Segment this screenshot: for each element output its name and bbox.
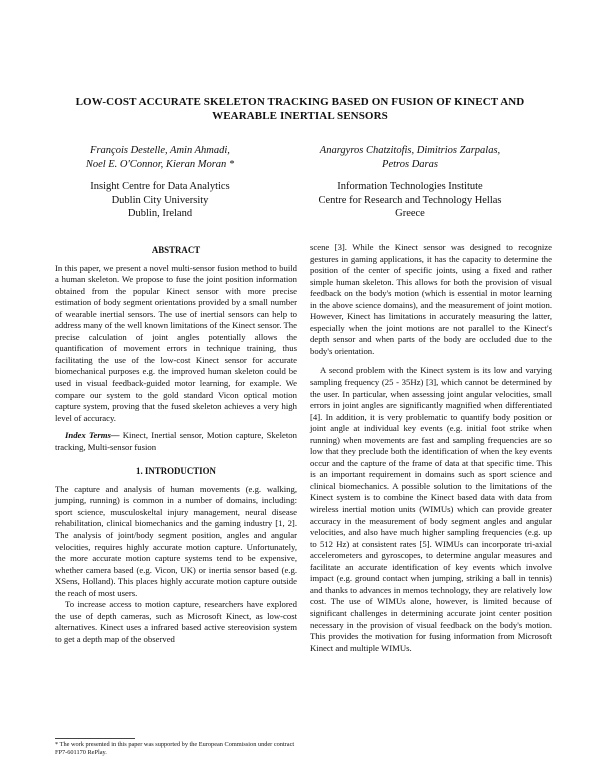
index-terms-label: Index Terms— — [65, 430, 120, 441]
right-paragraph-2: A second problem with the Kinect system is its low and varying sampling frequency (25 - 35Hz) [3], which cannot be determined by the user. In particular, when assessing joint angular velocities, small errors in joint angles are significantly magnified when differentiated [4]. In addition, it is very problematic to quantify body position or joint angle at individual key events (e.g. initial foot strike when running) when movements are fast and sampling frequencies are so low that they preclude both the identification of when the key events occur and the capture of the frame of data at that specific time. This is an important requirement in domains such as sport science and clinical biomechanics. A possible solution to the limitations of the Kinect system is to combine the Kinect based data with data from wireless inertial motion units (WIMUs) which can provide greater accuracy in the measurement of body segment angles and angular velocities, and also have much higher sampling frequencies (e.g. up to 512 Hz) at consistent rates [5]. WIMUs can incorporate tri-axial accelerometers and gyroscopes, to determine angular measures and facilitate an accurate identification of key events which involve impact (e.g. ground contact when jumping, striking a ball in tennis) and thanks to advances in memos technology, they are relatively low cost. The use of WIMUs alone, however, is limited because of significant challenges in determining accurate joint center position necessary in the provision of visual feedback on the body's motion. This provides the motivation for fusing information from Microsoft Kinect and multiple WIMUs. — [310, 365, 552, 653]
authors-right — [300, 144, 520, 172]
authors-left-line-1: François Destelle, Amin Ahmadi, — [90, 145, 230, 156]
affil-right-line-1: Information Technologies Institute — [337, 181, 483, 192]
authors-right-line-2: Petros Daras — [382, 159, 438, 170]
abstract-heading: ABSTRACT — [151, 245, 201, 255]
right-paragraph-1: scene [3]. While the Kinect sensor was designed to recognize gestures in gaming applications, it has the capacity to determine the position of the center of specific joints, using a fixed and rather simple human skeleton. This allows for both the provision of visual feedback on the body's motion (which is essential in motor learning in the above science domains), and the measurement of joint motion. However, Kinect has limitations in accurately measuring the latter, especially when the joint motions are not parallel to the Kinect's depth sensor and when parts of the body are occluded due to the body's orientation. — [310, 242, 552, 356]
intro-heading: 1. INTRODUCTION — [136, 466, 216, 477]
authors-right-line-1: Anargyros Chatzitofis, Dimitrios Zarpalas, — [319, 145, 501, 156]
abstract-text: In this paper, we present a novel multi-sensor fusion method to build a human skeleton. We propose to fuse the joint position information obtained from the popular Kinect sensor with more precise estimation of body segment orientations provided by a small number of wearable inertial sensors. The use of inertial sensors can help to address many of the well known limitations of the Kinect sensor. The precise calculation of joint angles potentially allows the quantification of movement errors in technique training, thus facilitating the use of the low-cost Kinect sensor for accurate biomechanical purposes e.g. the improved human skeleton could be used in visual feedback-guided motor learning, for example. We compare our system to the gold standard Vicon optical motion capture system, proving that the fused skeleton achieves a very high level of accuracy. — [55, 262, 297, 423]
affil-left-line-3: Dublin, Ireland — [127, 208, 193, 219]
left-column — [55, 245, 297, 646]
affiliation-right — [295, 180, 525, 221]
footnote-rule — [55, 738, 135, 739]
index-terms-text: Kinect, Inertial sensor, Motion capture, Skeleton tracking, Multi-sensor fusion — [55, 430, 297, 452]
intro-paragraph-1: The capture and analysis of human movements (e.g. walking, jumping, running) is common in a number of domains, including: sport science, musculoskeltal injury management, neural disease rehabilitation, clinical biomechanics and the gaming industry [1, 2]. The analysis of joint/body segment position, angles and angular velocities, requires highly accurate motion capture. Unfortunately, the more accurate motion capture systems tend to be expensive, whether camera based (e.g. Vicon, UK) or inertia sensor based (e.g. XSens, Holland). This places highly accurate motion capture outside the reach of most users. — [55, 483, 297, 598]
affil-right-line-2: Centre for Research and Technology Hellas — [318, 194, 502, 206]
right-column — [310, 242, 552, 654]
affil-left-line-1: Insight Centre for Data Analytics — [90, 181, 230, 192]
title-line-1: LOW-COST ACCURATE SKELETON TRACKING BASED ON FUSION OF KINECT AND — [75, 96, 525, 108]
authors-left-line-2: Noel E. O'Connor, Kieran Moran * — [85, 159, 235, 170]
paper-title — [40, 95, 560, 123]
index-terms — [55, 430, 297, 453]
affil-left-line-2: Dublin City University — [111, 194, 209, 206]
title-line-2: WEARABLE INERTIAL SENSORS — [212, 110, 388, 122]
intro-paragraph-2: To increase access to motion capture, researchers have explored the use of depth cameras, such as Microsoft Kinect, as low-cost alternatives. Kinect uses a infrared based active stereovision system to get a depth map of the observed — [55, 599, 297, 644]
footnote: * The work presented in this paper was supported by the European Commission under contract FP7-601170 RePlay. — [55, 741, 295, 757]
affil-right-line-3: Greece — [395, 208, 425, 219]
authors-left — [70, 144, 250, 172]
affiliation-left — [70, 180, 250, 221]
